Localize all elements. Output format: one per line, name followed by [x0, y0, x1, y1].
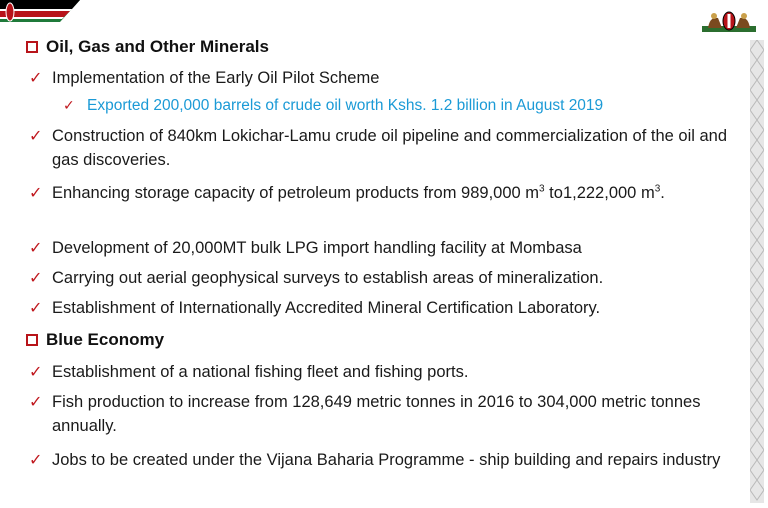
list-item: ✓ Jobs to be created under the Vijana Baharia Programme - ship building and repairs industry [29, 448, 741, 472]
decorative-border [750, 40, 764, 503]
checkmark-icon: ✓ [63, 97, 75, 113]
checkmark-icon: ✓ [29, 70, 43, 87]
square-bullet-icon [26, 41, 38, 53]
checkmark-icon: ✓ [29, 452, 43, 469]
list-item: ✓ Establishment of a national fishing fleet and fishing ports. [29, 360, 741, 384]
checkmark-icon: ✓ [29, 240, 43, 257]
list-item: ✓ Development of 20,000MT bulk LPG import handling facility at Mombasa [29, 236, 741, 260]
list-item: ✓ Establishment of Internationally Accredited Mineral Certification Laboratory. [29, 296, 741, 320]
checkmark-icon: ✓ [29, 394, 43, 411]
square-bullet-icon [26, 334, 38, 346]
list-item: ✓ Enhancing storage capacity of petroleum products from 989,000 $m^3$ to1,222,000 $m^3$. [29, 181, 741, 205]
list-item: ✓ Fish production to increase from 128,649 metric tonnes in 2016 to 304,000 metric tonnes annually. [29, 393, 701, 435]
list-item: ✓ Carrying out aerial geophysical surveys to establish areas of mineralization. [29, 266, 741, 290]
checkmark-icon: ✓ [29, 364, 43, 381]
checkmark-icon: ✓ [29, 300, 43, 317]
checkmark-icon: ✓ [29, 185, 43, 202]
list-item: ✓ Construction of 840km Lokichar-Lamu crude oil pipeline and commercialization of the oil and gas discoveries. [29, 127, 728, 169]
section-heading-blue-economy: Blue Economy [26, 330, 164, 350]
list-item: ✓ Implementation of the Early Oil Pilot Scheme [29, 66, 741, 90]
sub-list-item: ✓ Exported 200,000 barrels of crude oil worth Kshs. 1.2 billion in August 2019 [63, 97, 604, 114]
checkmark-icon: ✓ [29, 128, 43, 145]
section-heading-oil-gas: Oil, Gas and Other Minerals [26, 37, 269, 57]
checkmark-icon: ✓ [29, 270, 43, 287]
